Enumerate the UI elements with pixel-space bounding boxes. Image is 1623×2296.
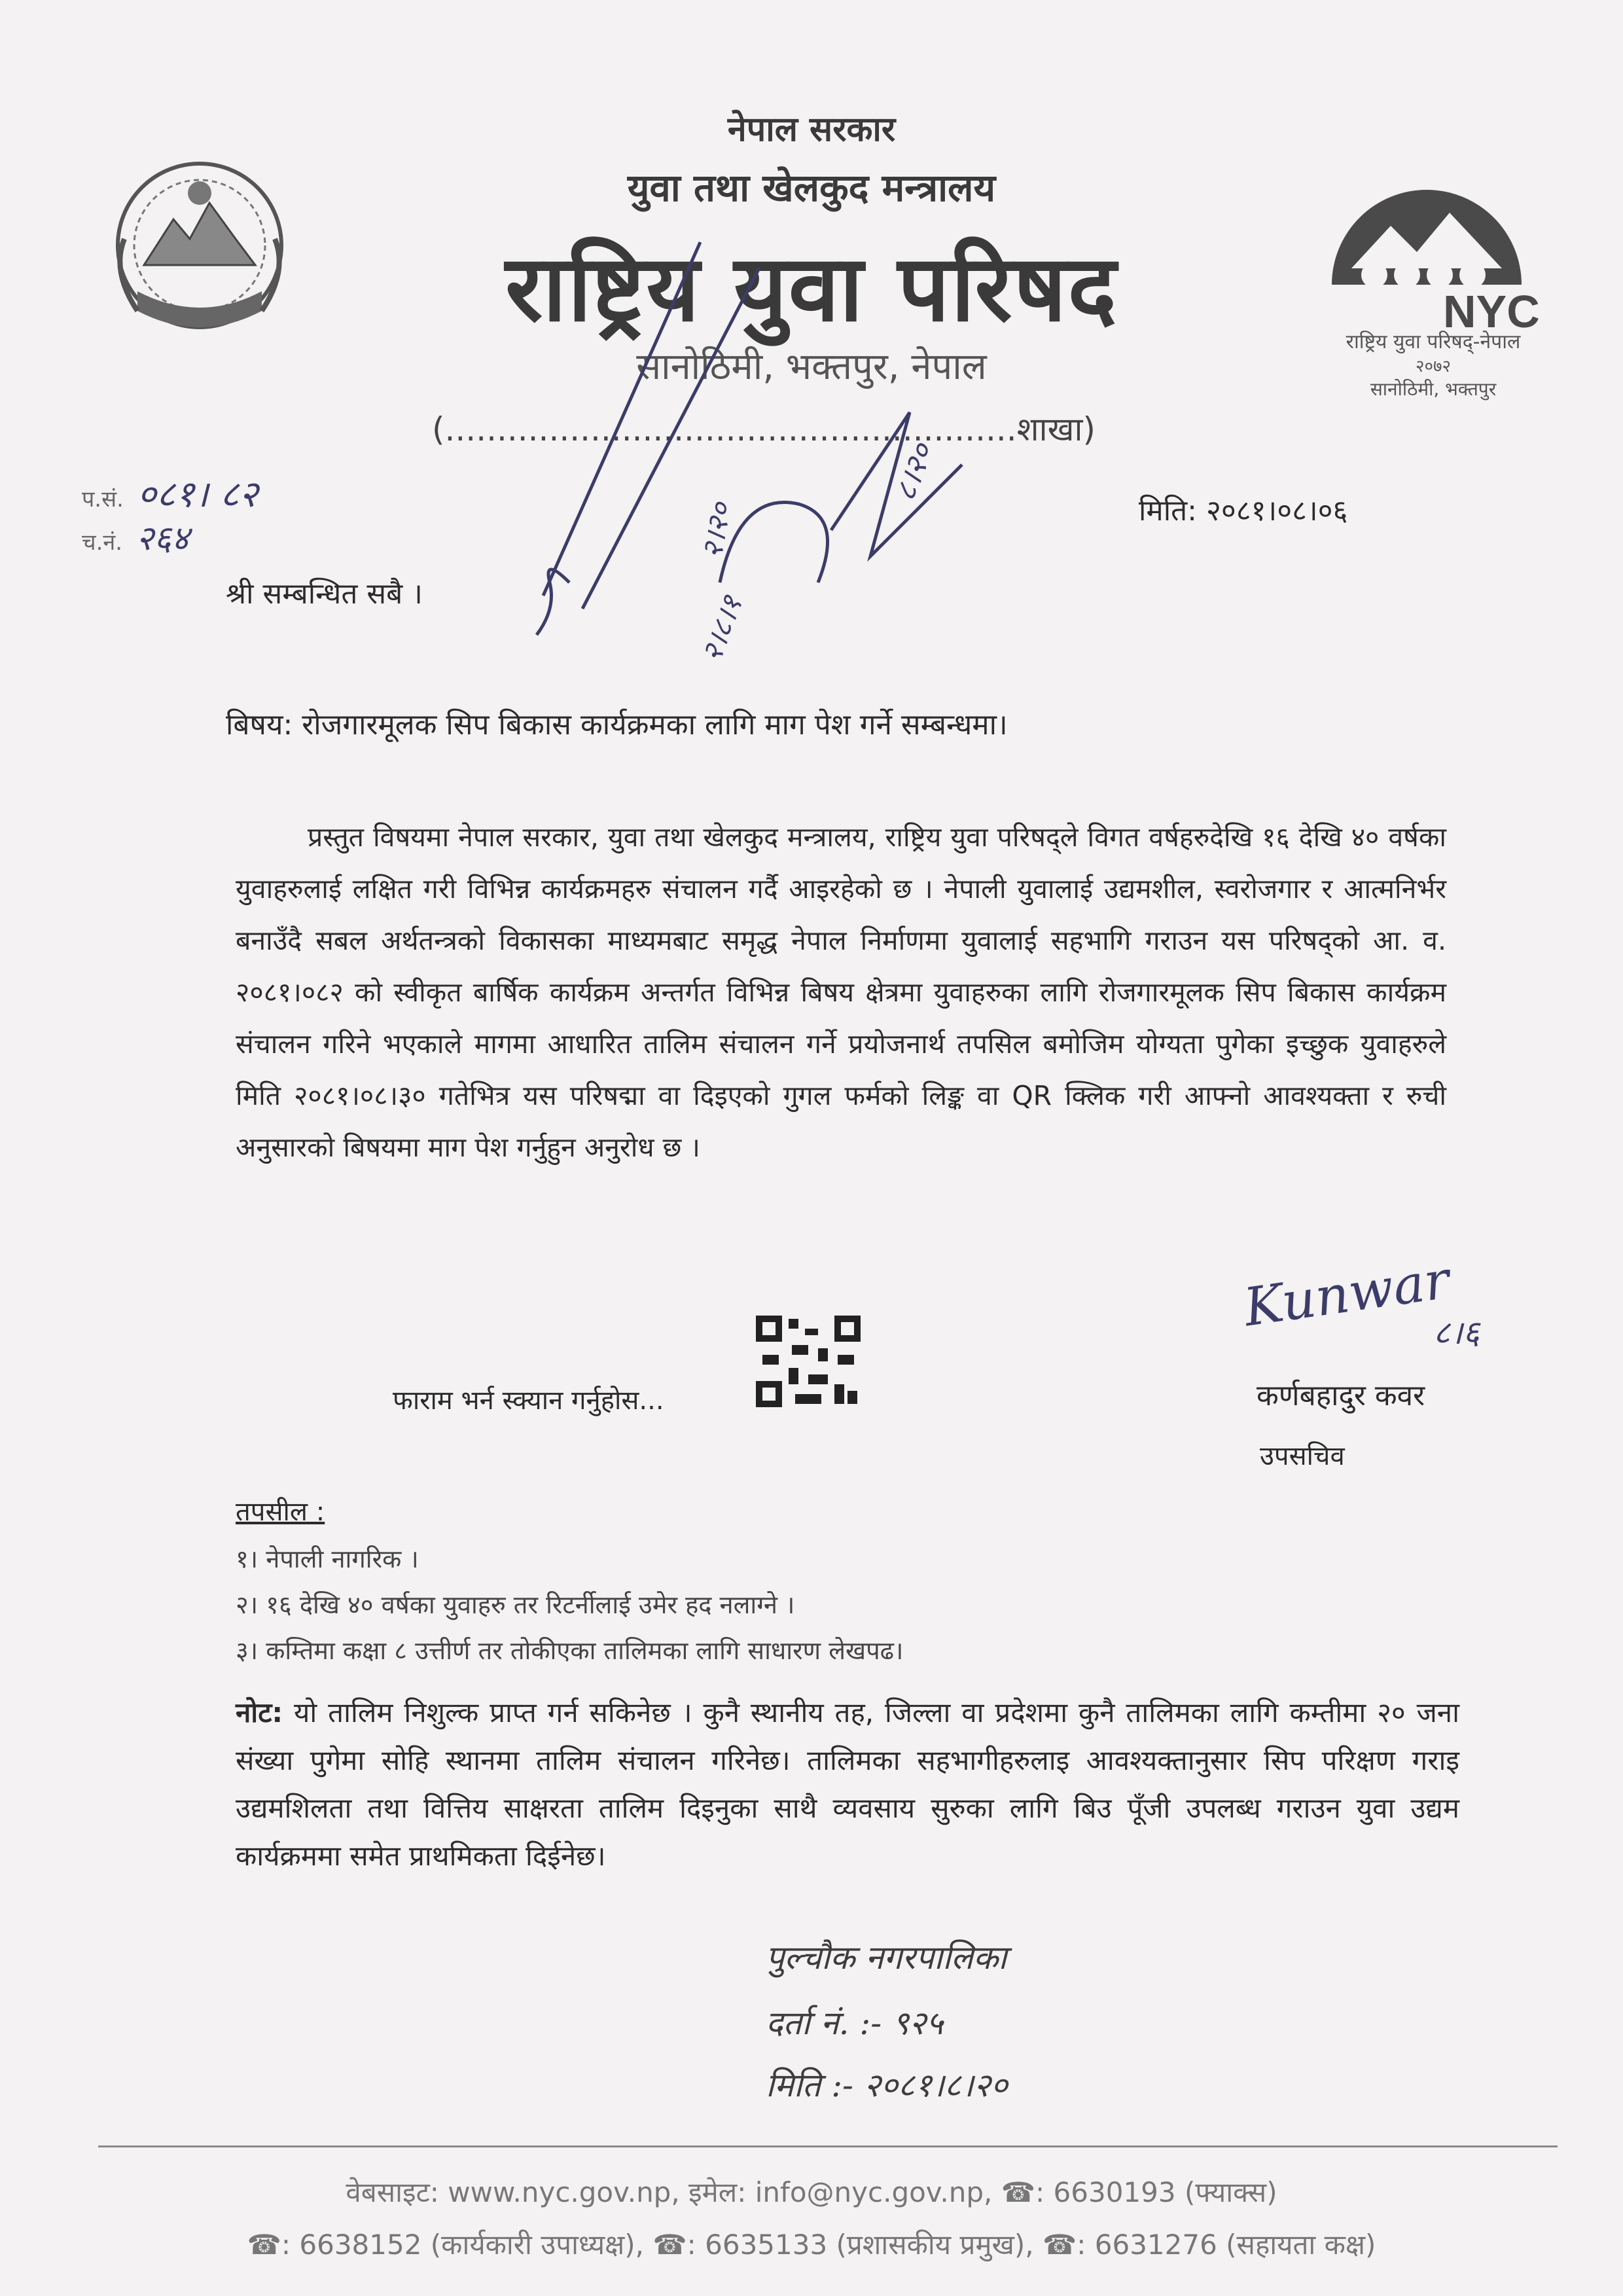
- tapsil-item: ३। कम्तिमा कक्षा ८ उत्तीर्ण तर तोकीएका तालिमका लागि साधारण लेखपढ।: [236, 1636, 904, 1665]
- logo-caption-year: २०७२: [1415, 357, 1452, 376]
- handwritten-note-3: ८।२०: [886, 439, 940, 506]
- ref-ps-value: ०८१। ८२: [137, 473, 259, 516]
- qr-code-icon[interactable]: [753, 1312, 864, 1410]
- subject-line: बिषय: रोजगारमूलक सिप बिकास कार्यक्रमका लागि माग पेश गर्ने सम्बन्धमा।: [226, 708, 1008, 742]
- footer-contact-line-1: वेबसाइट: www.nyc.gov.np, इमेल: info@nyc.gov.np, ☎: 6630193 (फ्याक्स): [346, 2176, 1277, 2208]
- tapsil-item: १। नेपाली नागरिक ।: [236, 1545, 419, 1573]
- handwritten-note-2: २।२०: [695, 499, 738, 561]
- signatory-designation: उपसचिव: [1260, 1441, 1345, 1471]
- ref-ps: [82, 468, 258, 518]
- signatory-name: कर्णबहादुर कवर: [1257, 1379, 1425, 1412]
- header-council-name: राष्ट्रिय युवा परिषद: [505, 236, 1118, 342]
- handwritten-note-1: २।८।१: [694, 592, 749, 666]
- signature-scribble: Kunwar: [1240, 1249, 1454, 1338]
- nyc-logo-text: NYC: [1443, 286, 1540, 337]
- note-label: नोट:: [236, 1696, 283, 1729]
- tapsil-title: तपसील :: [236, 1497, 325, 1527]
- header-branch-line: (.......................................................शाखा): [432, 410, 1096, 448]
- note-text: यो तालिम निशुल्क प्राप्त गर्न सकिनेछ । कुनै स्थानीय तह, जिल्ला वा प्रदेशमा कुनै तालिमका लागि कम्तीमा २० जना संख्या पुगेमा सोहि स्थानमा तालिम संचालन गरिनेछ। तालिमका सहभागीहरुलाइ आवश्यक्तानुसार सिप परिक्षण गराइ उद्यमशिलता तथा वित्तिय साक्षरता तालिम दिइनुका साथै व्यवसाय सुरुका लागि बिउ पूँजी उपलब्ध गराउन युवा उद्यम कार्यक्रममा समेत प्राथमिकता दिईनेछ।: [236, 1696, 1459, 1872]
- letter-date: मिति: २०८१।०८।०६: [1139, 494, 1348, 528]
- footer-contact-line-2: ☎: 6638152 (कार्यकारी उपाध्यक्ष), ☎: 6635133 (प्रशासकीय प्रमुख), ☎: 6631276 (सहायता कक्ष): [247, 2229, 1376, 2261]
- stamp-office: पुल्चौक नगरपालिका: [766, 1939, 1007, 1977]
- header-address: सानोठिमी, भक्तपुर, नेपाल: [636, 346, 987, 388]
- ref-ps-label: प.सं.: [82, 486, 124, 512]
- tapsil-item: २। १६ देखि ४० वर्षका युवाहरु तर रिटर्नीलाई उमेर हद नलाग्ने ।: [236, 1590, 795, 1619]
- header-government: नेपाल सरकार: [727, 110, 896, 149]
- footer-divider: [98, 2145, 1558, 2147]
- logo-caption-name: राष्ट्रिय युवा परिषद्-नेपाल: [1346, 331, 1521, 353]
- stamp-darta-number: दर्ता नं. :- ९२५: [766, 2004, 944, 2042]
- ref-cn-label: च.नं.: [82, 529, 123, 556]
- scan-instruction: फाराम भर्न स्क्यान गर्नुहोस...: [393, 1386, 664, 1416]
- body-paragraph: प्रस्तुत विषयमा नेपाल सरकार, युवा तथा खेलकुद मन्त्रालय, राष्ट्रिय युवा परिषद्ले विगत वर्षहरुदेखि १६ देखि ४० वर्षका युवाहरुलाई लक्षित गरी विभिन्न कार्यक्रमहरु संचालन गर्दै आइरहेको छ । नेपाली युवालाई उद्यमशील, स्वरोजगार र आत्मनिर्भर बनाउँदै सबल अर्थतन्त्रको विकासका माध्यमबाट समृद्ध नेपाल निर्माणमा युवालाई सहभागि गराउन यस परिषद्को आ. व. २०८१।०८२ को स्वीकृत बार्षिक कार्यक्रम अन्तर्गत विभिन्न बिषय क्षेत्रमा युवाहरुका लागि रोजगारमूलक सिप बिकास कार्यक्रम संचालन गरिने भएकाले मागमा आधारित तालिम संचालन गर्ने प्रयोजनार्थ तपसिल बमोजिम योग्यता पुगेका इच्छुक युवाहरुले मिति २०८१।०८।३० गतेभित्र यस परिषद्मा वा दिइएको गुगल फर्मको लिङ्क वा QR क्लिक गरी आफ्नो आवश्यक्ता र रुची अनुसारको बिषयमा माग पेश गर्नुहुन अनुरोध छ ।: [236, 821, 1446, 1163]
- note-paragraph: [236, 1689, 1459, 1880]
- signature-date-mark: ८।६: [1433, 1314, 1480, 1352]
- addressee: श्री सम्बन्धित सबै ।: [226, 577, 423, 611]
- stamp-date: मिति :- २०८१।८।२०: [766, 2066, 1008, 2104]
- ref-cn: [82, 514, 189, 560]
- logo-caption-place: सानोठिमी, भक्तपुर: [1370, 378, 1497, 400]
- header-ministry: युवा तथा खेलकुद मन्त्रालय: [627, 166, 996, 210]
- ref-cn-value: २६४: [135, 519, 190, 558]
